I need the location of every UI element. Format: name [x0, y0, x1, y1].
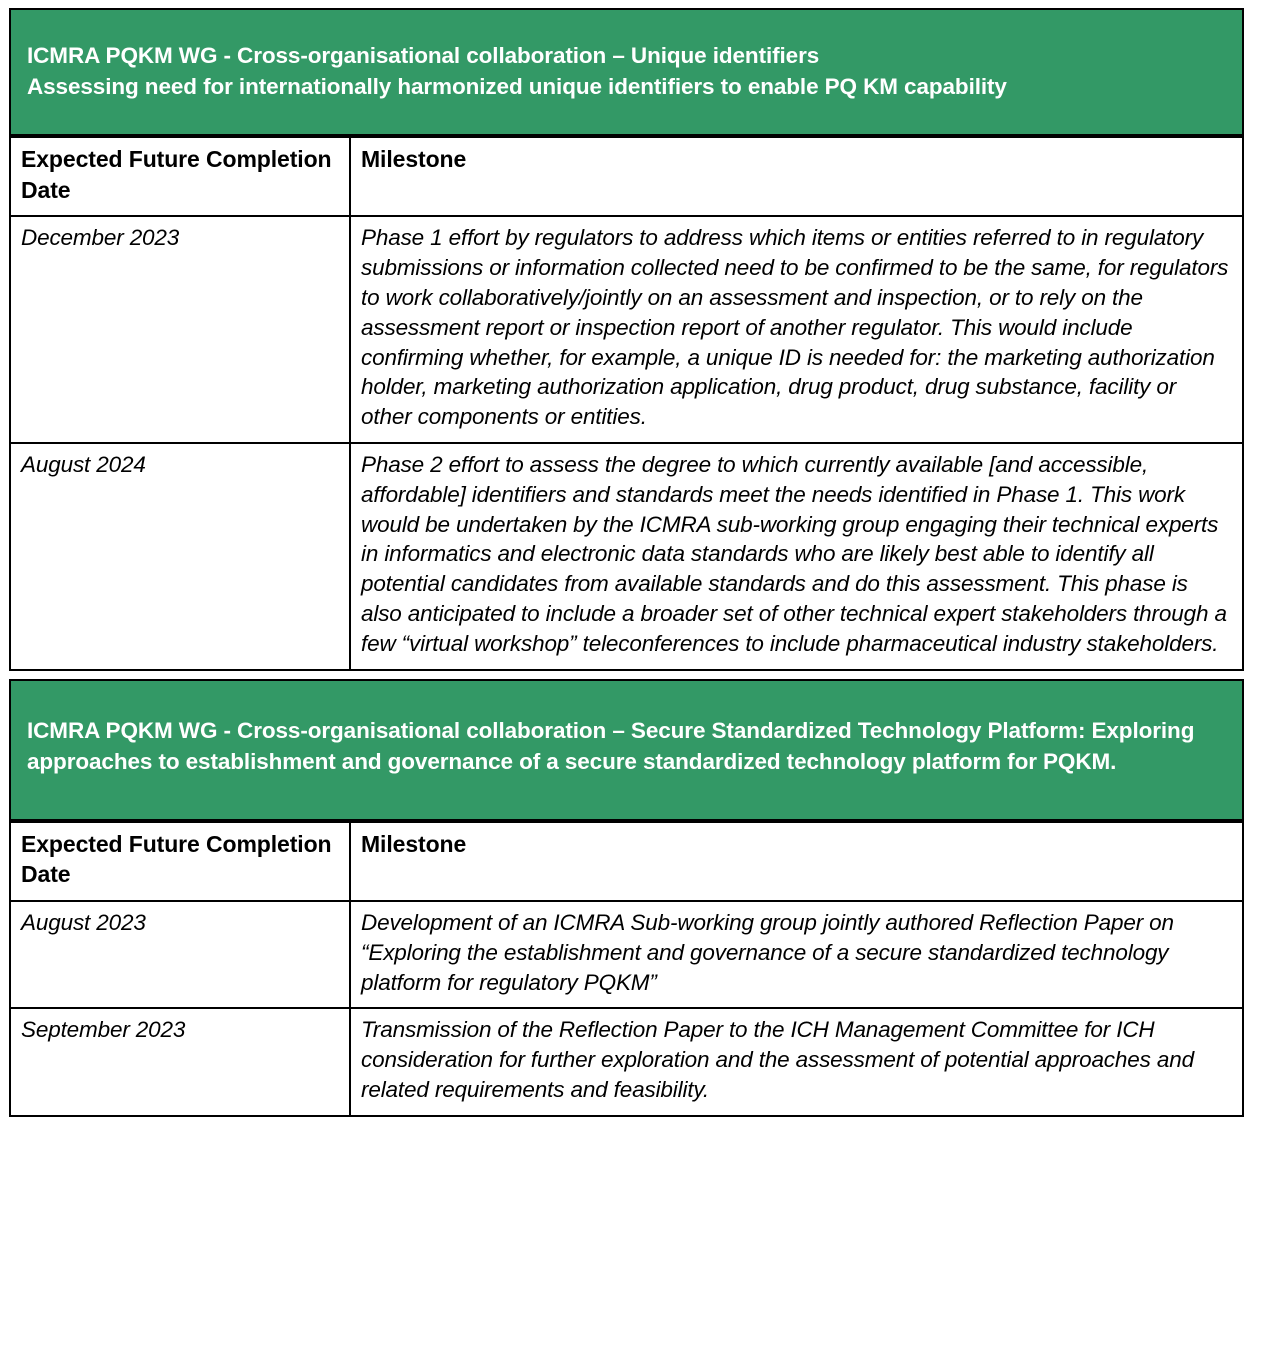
column-header-completion-date: [10, 137, 350, 216]
milestone-value: Phase 1 effort by regulators to address which items or entities referred to in regulatory submissions or information collected need to be confirmed to be the same, for regulators to work collaboratively/jointly on an assessment and inspection, or to rely on the assessment report or inspection report of another regulator. This would include confirming whether, for example, a unique ID is needed for: the marketing authorization holder, marketing authorization application, drug product, drug substance, facility or other components or entities.: [361, 225, 1229, 430]
column-header-milestone-label: Milestone: [361, 146, 467, 173]
completion-date-value: September 2023: [21, 1017, 186, 1043]
table-header-row: [10, 822, 1243, 901]
milestones-table-unique-identifiers: [9, 136, 1244, 671]
completion-date-value: December 2023: [21, 225, 180, 251]
completion-date-value: August 2023: [21, 909, 146, 935]
section-banner-secure-technology-platform: [9, 679, 1244, 821]
cell-completion-date: [10, 901, 350, 1008]
column-header-milestone: [350, 822, 1243, 901]
milestone-value: Transmission of the Reflection Paper to the ICH Management Committee for ICH consideration for further exploration and the assessment of potential approaches and related requirements and feasibility.: [361, 1017, 1194, 1102]
column-header-completion-date: [10, 822, 350, 901]
cell-milestone: [350, 901, 1243, 1008]
milestones-table-secure-technology-platform: [9, 821, 1244, 1117]
cell-milestone: [350, 1008, 1243, 1115]
table-row: [10, 443, 1243, 670]
cell-completion-date: [10, 216, 350, 443]
table-row: [10, 901, 1243, 1008]
cell-completion-date: [10, 1008, 350, 1115]
column-header-milestone: [350, 137, 1243, 216]
banner-title-line-1: ICMRA PQKM WG - Cross-organisational collaboration – Secure Standardized Technology Platform: Exploring approaches to establishment and governance of a secure standardized technology platform for PQKM.: [27, 717, 1195, 774]
milestone-value: Phase 2 effort to assess the degree to which currently available [and accessible, affordable] identifiers and standards meet the needs identified in Phase 1. This work would be undertaken by the ICMRA sub-working group engaging their technical experts in informatics and electronic data standards who are likely best able to identify all potential candidates from available standards and do this assessment. This phase is also anticipated to include a broader set of other technical expert stakeholders through a few “virtual workshop” teleconferences to include pharmaceutical industry stakeholders.: [361, 451, 1227, 656]
column-header-milestone-label: Milestone: [361, 830, 467, 857]
banner-title-line-1: ICMRA PQKM WG - Cross-organisational collaboration – Unique identifiers: [27, 43, 820, 68]
table-row: [10, 1008, 1243, 1115]
table-header-row: [10, 137, 1243, 216]
milestone-value: Development of an ICMRA Sub-working group jointly authored Reflection Paper on “Exploring the establishment and governance of a secure standardized technology platform for regulatory PQKM”: [361, 909, 1174, 995]
section-spacer: [9, 671, 1244, 679]
completion-date-value: August 2024: [21, 451, 146, 477]
cell-milestone: [350, 443, 1243, 670]
cell-milestone: [350, 216, 1243, 443]
column-header-completion-date-label: Expected Future Completion Date: [21, 146, 332, 203]
section-banner-unique-identifiers: [9, 8, 1244, 136]
table-row: [10, 216, 1243, 443]
banner-title-line-2: Assessing need for internationally harmonized unique identifiers to enable PQ KM capability: [27, 74, 1007, 100]
column-header-completion-date-label: Expected Future Completion Date: [21, 830, 332, 888]
cell-completion-date: [10, 443, 350, 670]
